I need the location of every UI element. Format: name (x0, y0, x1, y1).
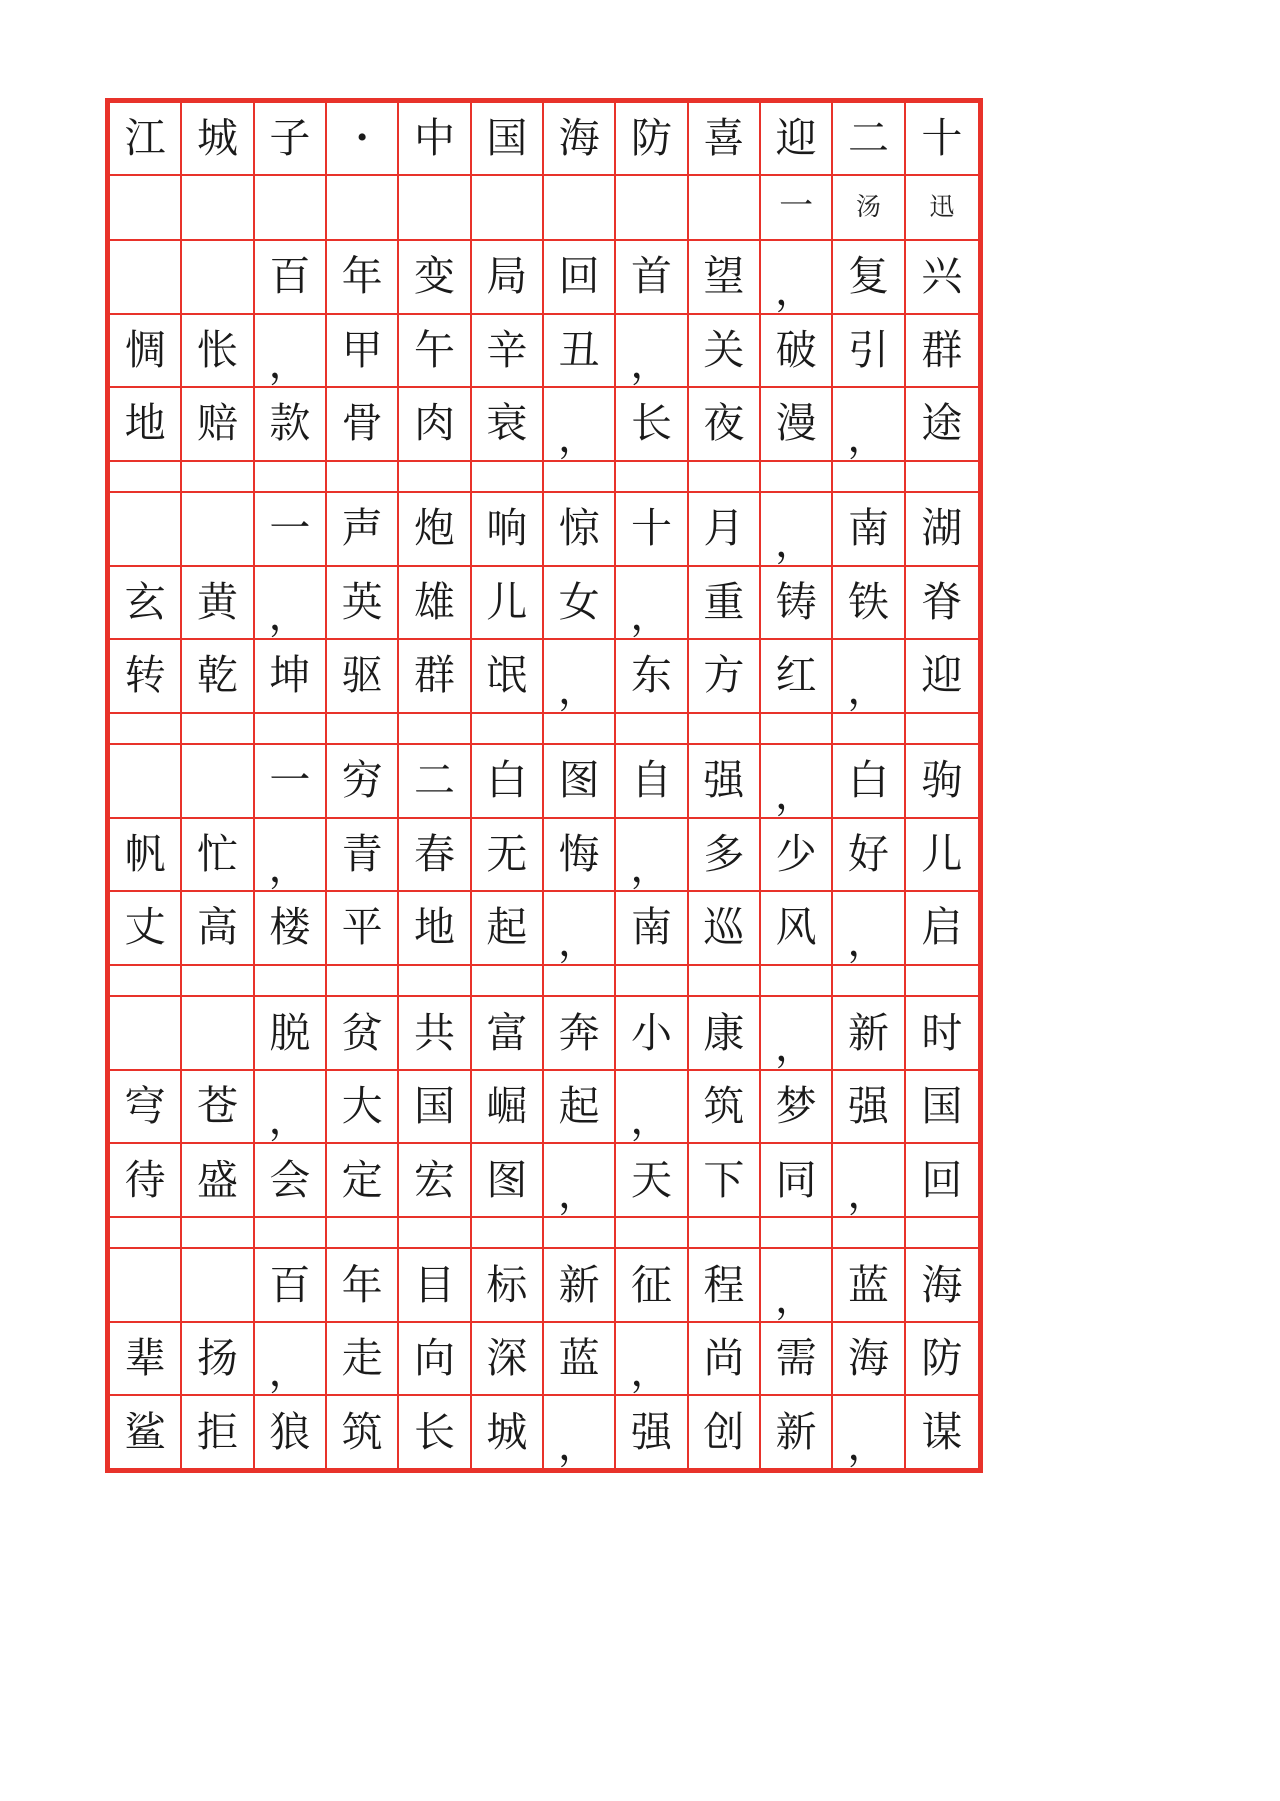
grid-cell-separator-dot: • (327, 103, 399, 176)
grid-cell-empty (110, 714, 182, 746)
grid-cell-char: 丈 (110, 892, 182, 966)
grid-cell-title-char: 防 (616, 103, 688, 176)
grid-cell-char: 夜 (689, 388, 761, 462)
grid-cell-punctuation: ， (833, 388, 905, 462)
grid-cell-char: 定 (327, 1144, 399, 1218)
grid-cell-char: 时 (906, 997, 978, 1071)
grid-cell-empty (327, 176, 399, 242)
grid-cell-empty (182, 745, 254, 819)
calligraphy-practice-sheet (105, 98, 983, 1473)
grid-cell-empty (689, 714, 761, 746)
grid-cell-char: 响 (472, 493, 544, 567)
grid-cell-char: 会 (255, 1144, 327, 1218)
grid-cell-punctuation: ， (255, 315, 327, 389)
grid-cell-char: 拒 (182, 1396, 254, 1468)
grid-cell-empty (255, 176, 327, 242)
grid-cell-char: 走 (327, 1323, 399, 1397)
grid-cell-char: 回 (906, 1144, 978, 1218)
grid-cell-empty (544, 176, 616, 242)
grid-cell-char: 地 (399, 892, 471, 966)
grid-cell-char: 图 (472, 1144, 544, 1218)
grid-cell-char: 湖 (906, 493, 978, 567)
grid-cell-title-char: 城 (182, 103, 254, 176)
grid-cell-char: 丑 (544, 315, 616, 389)
grid-cell-empty (833, 966, 905, 998)
grid-cell-char: 雄 (399, 567, 471, 641)
grid-cell-char: 筑 (689, 1071, 761, 1145)
grid-cell-char: 创 (689, 1396, 761, 1468)
grid-cell-empty (616, 1218, 688, 1250)
grid-cell-char: 百 (255, 1249, 327, 1323)
grid-cell-char: 东 (616, 640, 688, 714)
grid-cell-punctuation: ， (833, 892, 905, 966)
grid-cell-empty (616, 714, 688, 746)
grid-cell-empty (689, 176, 761, 242)
grid-cell-char: 海 (906, 1249, 978, 1323)
grid-cell-char: 大 (327, 1071, 399, 1145)
grid-cell-empty (761, 966, 833, 998)
grid-cell-char: 迎 (906, 640, 978, 714)
grid-cell-empty (761, 462, 833, 494)
grid-cell-empty (833, 714, 905, 746)
grid-cell-char: 十 (616, 493, 688, 567)
grid-cell-punctuation: ， (255, 1071, 327, 1145)
grid-cell-char: 坤 (255, 640, 327, 714)
grid-cell-empty (906, 1218, 978, 1250)
grid-cell-char: 兴 (906, 241, 978, 315)
grid-cell-char: 贫 (327, 997, 399, 1071)
grid-cell-punctuation: ， (544, 1144, 616, 1218)
grid-cell-punctuation: ， (544, 640, 616, 714)
grid-cell-char: 城 (472, 1396, 544, 1468)
grid-cell-char: 白 (833, 745, 905, 819)
grid-cell-char: 玄 (110, 567, 182, 641)
grid-cell-empty (472, 176, 544, 242)
grid-cell-empty (110, 745, 182, 819)
grid-cell-char: 穷 (327, 745, 399, 819)
grid-cell-title-char: 二 (833, 103, 905, 176)
grid-cell-char: 局 (472, 241, 544, 315)
grid-cell-punctuation: ， (616, 819, 688, 893)
grid-cell-char: 破 (761, 315, 833, 389)
grid-cell-char: 向 (399, 1323, 471, 1397)
grid-cell-empty (399, 966, 471, 998)
grid-cell-char: 自 (616, 745, 688, 819)
grid-cell-empty (906, 462, 978, 494)
grid-cell-char: 青 (327, 819, 399, 893)
grid-cell-char: 氓 (472, 640, 544, 714)
grid-cell-char: 惊 (544, 493, 616, 567)
grid-cell-char: 下 (689, 1144, 761, 1218)
grid-cell-char: 宏 (399, 1144, 471, 1218)
grid-cell-char: 征 (616, 1249, 688, 1323)
grid-cell-char: 新 (544, 1249, 616, 1323)
grid-cell-empty (616, 462, 688, 494)
grid-cell-empty (182, 997, 254, 1071)
grid-cell-char: 辛 (472, 315, 544, 389)
grid-cell-title-char: 中 (399, 103, 471, 176)
grid-cell-char: 国 (399, 1071, 471, 1145)
grid-cell-char: 同 (761, 1144, 833, 1218)
grid-cell-empty (472, 966, 544, 998)
grid-cell-char: 怅 (182, 315, 254, 389)
grid-cell-empty (761, 1218, 833, 1250)
grid-cell-empty (327, 462, 399, 494)
grid-cell-char: 黄 (182, 567, 254, 641)
grid-cell-empty (833, 1218, 905, 1250)
grid-cell-empty (182, 966, 254, 998)
grid-cell-char: 新 (761, 1396, 833, 1468)
grid-cell-char: 一 (255, 493, 327, 567)
grid-cell-char: 南 (833, 493, 905, 567)
grid-cell-char: 白 (472, 745, 544, 819)
grid-cell-char: 蓝 (833, 1249, 905, 1323)
grid-cell-char: 无 (472, 819, 544, 893)
grid-cell-char: 崛 (472, 1071, 544, 1145)
grid-cell-punctuation: ， (255, 1323, 327, 1397)
grid-cell-char: 年 (327, 1249, 399, 1323)
grid-cell-empty (689, 462, 761, 494)
grid-cell-char: 康 (689, 997, 761, 1071)
grid-cell-char: 群 (399, 640, 471, 714)
grid-cell-empty (110, 997, 182, 1071)
grid-cell-title-char: 海 (544, 103, 616, 176)
grid-cell-char: 百 (255, 241, 327, 315)
character-grid (110, 103, 978, 1468)
grid-cell-empty (544, 966, 616, 998)
grid-cell-char: 国 (906, 1071, 978, 1145)
grid-cell-char: 二 (399, 745, 471, 819)
grid-cell-empty (182, 1249, 254, 1323)
grid-cell-char: 鲨 (110, 1396, 182, 1468)
grid-cell-char: 乾 (182, 640, 254, 714)
grid-cell-char: 强 (833, 1071, 905, 1145)
grid-cell-empty (472, 714, 544, 746)
grid-cell-char: 衰 (472, 388, 544, 462)
grid-cell-char: 强 (689, 745, 761, 819)
grid-cell-char: 关 (689, 315, 761, 389)
grid-cell-char: 脱 (255, 997, 327, 1071)
grid-cell-char: 南 (616, 892, 688, 966)
grid-cell-punctuation: ， (255, 819, 327, 893)
grid-cell-empty (182, 241, 254, 315)
grid-cell-char: 程 (689, 1249, 761, 1323)
grid-cell-char: 平 (327, 892, 399, 966)
grid-cell-punctuation: ， (761, 241, 833, 315)
grid-cell-empty (833, 462, 905, 494)
grid-cell-char: 谋 (921, 1408, 963, 1455)
grid-cell-char: 群 (906, 315, 978, 389)
grid-cell-char: 春 (399, 819, 471, 893)
grid-cell-char: 儿 (906, 819, 978, 893)
grid-cell-empty (110, 462, 182, 494)
grid-cell-char: 回 (544, 241, 616, 315)
grid-cell-char: 起 (544, 1071, 616, 1145)
grid-cell-empty (255, 966, 327, 998)
grid-cell-empty (399, 462, 471, 494)
grid-cell-punctuation: ， (761, 745, 833, 819)
grid-cell-char: 筑 (327, 1396, 399, 1468)
grid-cell-title-char: 迎 (761, 103, 833, 176)
grid-cell-empty (327, 714, 399, 746)
grid-cell-char: 天 (616, 1144, 688, 1218)
grid-cell-char: 启 (906, 892, 978, 966)
grid-cell-empty (399, 176, 471, 242)
grid-cell-char: 防 (906, 1323, 978, 1397)
grid-cell-char: 肉 (399, 388, 471, 462)
grid-cell-empty (544, 714, 616, 746)
grid-cell-title-char: 十 (906, 103, 978, 176)
grid-cell-empty (110, 241, 182, 315)
grid-cell-char: 悔 (544, 819, 616, 893)
grid-cell-char: 途 (906, 388, 978, 462)
grid-cell-char: 重 (689, 567, 761, 641)
grid-cell-char: 帆 (110, 819, 182, 893)
grid-cell-char: 好 (833, 819, 905, 893)
grid-cell-empty (182, 462, 254, 494)
grid-cell-punctuation: ， (616, 1071, 688, 1145)
grid-cell-char: 需 (761, 1323, 833, 1397)
grid-cell-char: 炮 (399, 493, 471, 567)
grid-cell-punctuation: ， (833, 1396, 905, 1468)
grid-cell-title-char: 江 (110, 103, 182, 176)
grid-cell-punctuation: ， (833, 640, 905, 714)
grid-cell-char: 脊 (906, 567, 978, 641)
grid-cell-char: 红 (761, 640, 833, 714)
grid-cell-empty (761, 714, 833, 746)
grid-cell-char: 驹 (906, 745, 978, 819)
grid-cell-char: 盛 (182, 1144, 254, 1218)
grid-cell-punctuation: ， (761, 1249, 833, 1323)
grid-cell-author-char: 汤 (833, 176, 905, 242)
grid-cell-char: 强 (616, 1396, 688, 1468)
grid-cell-char: 变 (399, 241, 471, 315)
grid-cell-char: 引 (833, 315, 905, 389)
grid-cell-empty (399, 1218, 471, 1250)
grid-cell-punctuation: ， (616, 567, 688, 641)
grid-cell-empty (255, 462, 327, 494)
grid-cell-char: 风 (761, 892, 833, 966)
grid-cell-char: 年 (327, 241, 399, 315)
grid-cell-char: 望 (689, 241, 761, 315)
grid-cell-char: 标 (472, 1249, 544, 1323)
grid-cell-char: 方 (689, 640, 761, 714)
grid-cell-char: 少 (761, 819, 833, 893)
grid-cell-empty (472, 1218, 544, 1250)
grid-cell-char: 待 (110, 1144, 182, 1218)
grid-cell-char: 忙 (182, 819, 254, 893)
grid-cell-char: 富 (472, 997, 544, 1071)
grid-cell-char: 苍 (182, 1071, 254, 1145)
grid-cell-empty (544, 462, 616, 494)
grid-cell-char: 梦 (761, 1071, 833, 1145)
grid-cell-empty (689, 1218, 761, 1250)
grid-cell-empty (182, 714, 254, 746)
grid-cell-char: 海 (833, 1323, 905, 1397)
grid-cell-char: 甲 (327, 315, 399, 389)
grid-cell-char: 奔 (544, 997, 616, 1071)
grid-cell-char: 惆 (110, 315, 182, 389)
grid-cell-punctuation: ， (544, 892, 616, 966)
grid-cell-char: 款 (255, 388, 327, 462)
grid-cell-char: 起 (472, 892, 544, 966)
grid-cell-char: 转 (110, 640, 182, 714)
grid-cell-char: 长 (399, 1396, 471, 1468)
grid-cell-empty (110, 1249, 182, 1323)
grid-cell-char: 复 (833, 241, 905, 315)
grid-cell-title-char: 喜 (689, 103, 761, 176)
grid-cell-char: 巡 (689, 892, 761, 966)
grid-cell-empty (182, 493, 254, 567)
grid-cell-char: 深 (472, 1323, 544, 1397)
grid-cell-empty (399, 714, 471, 746)
grid-cell-punctuation: ， (833, 1144, 905, 1218)
grid-cell-char: 首 (616, 241, 688, 315)
grid-cell-char: 尚 (689, 1323, 761, 1397)
grid-cell-punctuation: ， (544, 388, 616, 462)
grid-cell-char: 高 (182, 892, 254, 966)
grid-cell-author-dash: 一 (761, 176, 833, 242)
grid-cell-char: 多 (689, 819, 761, 893)
grid-cell-empty (182, 1218, 254, 1250)
grid-cell-empty (616, 966, 688, 998)
grid-cell-author-char: 迅 (906, 176, 978, 242)
grid-cell-punctuation: ， (544, 1396, 616, 1468)
grid-cell-char: 声 (327, 493, 399, 567)
grid-cell-char: 共 (399, 997, 471, 1071)
grid-cell-char: 地 (110, 388, 182, 462)
grid-cell-char: 赔 (182, 388, 254, 462)
grid-cell-char: 楼 (255, 892, 327, 966)
grid-cell-char: 小 (616, 997, 688, 1071)
grid-cell-char: 图 (544, 745, 616, 819)
grid-cell-char: 漫 (761, 388, 833, 462)
grid-cell-empty (327, 1218, 399, 1250)
grid-cell-char: 扬 (182, 1323, 254, 1397)
grid-cell-empty (255, 1218, 327, 1250)
grid-cell-punctuation: ， (761, 493, 833, 567)
grid-cell-char: 月 (689, 493, 761, 567)
grid-cell-empty (906, 714, 978, 746)
grid-cell-char: 新 (833, 997, 905, 1071)
grid-cell-char: 女 (544, 567, 616, 641)
grid-cell-char: 儿 (472, 567, 544, 641)
grid-cell-title-char: 国 (472, 103, 544, 176)
grid-cell-empty (906, 966, 978, 998)
grid-cell-punctuation: ， (255, 567, 327, 641)
grid-cell-char: 蓝 (544, 1323, 616, 1397)
grid-cell-char: 骨 (327, 388, 399, 462)
grid-cell-empty (255, 714, 327, 746)
grid-cell-char: 辈 (110, 1323, 182, 1397)
grid-cell-char: 目 (399, 1249, 471, 1323)
grid-cell-empty (689, 966, 761, 998)
grid-cell-char: 穹 (110, 1071, 182, 1145)
grid-cell-char: 午 (399, 315, 471, 389)
grid-cell-empty (472, 462, 544, 494)
grid-cell-char: 狼 (255, 1396, 327, 1468)
grid-cell-punctuation: ， (761, 997, 833, 1071)
grid-cell-char: 英 (327, 567, 399, 641)
grid-cell-char: 铸 (761, 567, 833, 641)
grid-cell-punctuation: ， (616, 1323, 688, 1397)
grid-cell-empty (110, 176, 182, 242)
grid-cell-title-char: 子 (255, 103, 327, 176)
grid-cell-char: 一 (255, 745, 327, 819)
grid-cell-empty (544, 1218, 616, 1250)
grid-cell-empty (616, 176, 688, 242)
grid-cell-empty (110, 1218, 182, 1250)
grid-cell-char: 铁 (833, 567, 905, 641)
grid-cell-empty (327, 966, 399, 998)
grid-cell-empty (110, 966, 182, 998)
grid-cell-empty (110, 493, 182, 567)
grid-cell-punctuation: ， (616, 315, 688, 389)
grid-cell-char: 长 (616, 388, 688, 462)
grid-cell-char: 驱 (327, 640, 399, 714)
grid-cell-empty (182, 176, 254, 242)
